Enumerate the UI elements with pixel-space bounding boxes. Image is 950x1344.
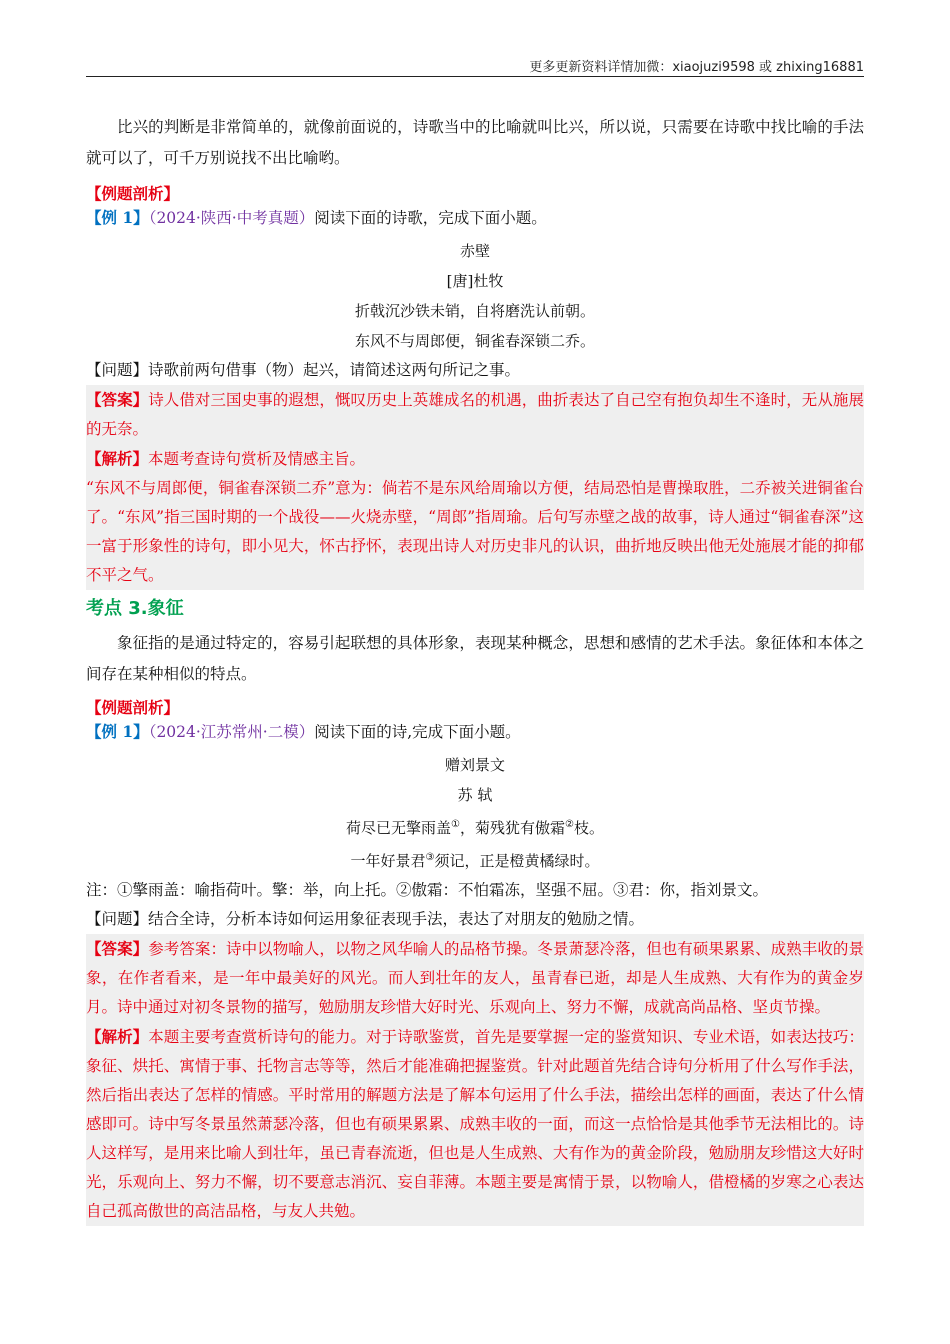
- question: 【问题】诗歌前两句借事（物）起兴，请简述这两句所记之事。: [86, 361, 521, 379]
- poem-author: 苏 轼: [457, 786, 493, 804]
- example-heading: [86, 720, 864, 744]
- poem-text: ，菊残犹有傲霜: [459, 819, 565, 837]
- section-heading: 考点 3.象征: [86, 598, 184, 619]
- example-heading: [86, 206, 864, 230]
- poem-line: 东风不与周郎便，铜雀春深锁二乔。: [354, 332, 595, 350]
- section-paragraph: 象征指的是通过特定的，容易引起联想的具体形象，表现某种概念，思想和感情的艺术手法。象征体和本体之间存在某种相似的特点。: [86, 634, 864, 683]
- section-label-text: 【例题剖析】: [86, 698, 180, 717]
- example-instruction: 阅读下面的诗,完成下面小题。: [314, 723, 521, 741]
- answer-block: [86, 934, 864, 1022]
- poem-text: 枝。: [573, 819, 604, 837]
- answer-text: 诗人借对三国史事的遐想，慨叹历史上英雄成名的机遇，曲折表达了自己空有抱负却生不逢时，无从施展的无奈。: [86, 391, 864, 438]
- footnote-marker: ②: [565, 819, 574, 830]
- poem-title: 赠刘景文: [444, 756, 505, 774]
- poem-author: [唐]杜牧: [446, 272, 504, 290]
- question: 【问题】结合全诗，分析本诗如何运用象征表现手法，表达了对朋友的勉励之情。: [86, 910, 645, 928]
- analysis-tag: 【解析】: [86, 449, 149, 468]
- answer-block: [86, 385, 864, 444]
- example-section-label: [86, 696, 864, 720]
- footnote-marker: ③: [425, 852, 435, 863]
- example-instruction: 阅读下面的诗歌，完成下面小题。: [314, 209, 547, 227]
- poem-line: [86, 810, 864, 843]
- poem-line: [86, 843, 864, 876]
- analysis-block: [86, 1022, 864, 1226]
- example-label: 【例 1】: [86, 208, 149, 227]
- analysis-block: [86, 444, 864, 474]
- answer-tag: 【答案】: [86, 390, 149, 409]
- page-header: 更多更新资料详情加微：xiaojuzi9598 或 zhixing16881: [529, 60, 864, 75]
- poem-line: 折戟沉沙铁未销，自将磨洗认前朝。: [354, 302, 595, 320]
- section-label-text: 【例题剖析】: [86, 184, 180, 203]
- analysis-detail: “东风不与周郎便，铜雀春深锁二乔”意为：倘若不是东风给周瑜以方便，结局恐怕是曹操取胜，二乔被关进铜雀台了。“东风”指三国时期的一个战役——火烧赤壁，“周郎”指周瑜。后句写赤壁之战的故事，诗人通过“铜雀春深”这一富于形象性的诗句，即小见大，怀古抒怀，表现出诗人对历史非凡的认识，曲折地反映出他无处施展才能的抑郁不平之气。: [86, 474, 864, 590]
- page-content: [86, 112, 864, 1226]
- intro-paragraph: 比兴的判断是非常简单的，就像前面说的，诗歌当中的比喻就叫比兴，所以说，只需要在诗歌中找比喻的手法就可以了，可千万别说找不出比喻哟。: [86, 118, 864, 167]
- poem-text: 荷尽已无擎雨盖: [346, 819, 452, 837]
- footnote-marker: ①: [451, 819, 460, 830]
- poem-title: 赤壁: [459, 242, 490, 260]
- analysis-tag: 【解析】: [86, 1027, 149, 1046]
- analysis-text: 本题考查诗句赏析及情感主旨。: [148, 450, 366, 468]
- poem-text: 须记，正是橙黄橘绿时。: [434, 852, 600, 870]
- answer-text: 参考答案：诗中以物喻人，以物之风华喻人的品格节操。冬景萧瑟冷落，但也有硕果累累、成熟丰收的景象，在作者看来，是一年中最美好的风光。而人到壮年的友人，虽青春已逝，却是人生成熟、大有作为的黄金岁月。诗中通过对初冬景物的描写，勉励朋友珍惜大好时光、乐观向上、努力不懈，成就高尚品格、坚贞节操。: [86, 940, 864, 1016]
- analysis-text: 本题主要考查赏析诗句的能力。对于诗歌鉴赏，首先是要掌握一定的鉴赏知识、专业术语，如表达技巧：象征、烘托、寓情于事、托物言志等等，然后才能准确把握鉴赏。针对此题首先结合诗句分析用了什么写作手法，然后指出表达了怎样的情感。平时常用的解题方法是了解本句运用了什么手法，描绘出怎样的画面，表达了什么情感即可。诗中写冬景虽然萧瑟冷落，但也有硕果累累、成熟丰收的一面，而这一点恰恰是其他季节无法相比的。诗人这样写，是用来比喻人到壮年，虽已青春流逝，但也是人生成熟、大有作为的黄金阶段，勉励朋友珍惜这大好时光，乐观向上、努力不懈，切不要意志消沉、妄自菲薄。本题主要是寓情于景，以物喻人，借橙橘的岁寒之心表达自己孤高傲世的高洁品格，与友人共勉。: [86, 1028, 864, 1220]
- example-section-label: [86, 182, 864, 206]
- header-rule: [86, 76, 864, 77]
- answer-tag: 【答案】: [86, 939, 149, 958]
- poem-text: 一年好景君: [350, 852, 426, 870]
- poem-notes: 注：①擎雨盖：喻指荷叶。擎：举，向上托。②傲霜：不怕霜冻，坚强不屈。③君：你，指刘景文。: [86, 881, 769, 899]
- example-source: （2024·江苏常州·二模）: [148, 723, 315, 741]
- example-source: （2024·陕西·中考真题）: [148, 209, 315, 227]
- example-label: 【例 1】: [86, 722, 149, 741]
